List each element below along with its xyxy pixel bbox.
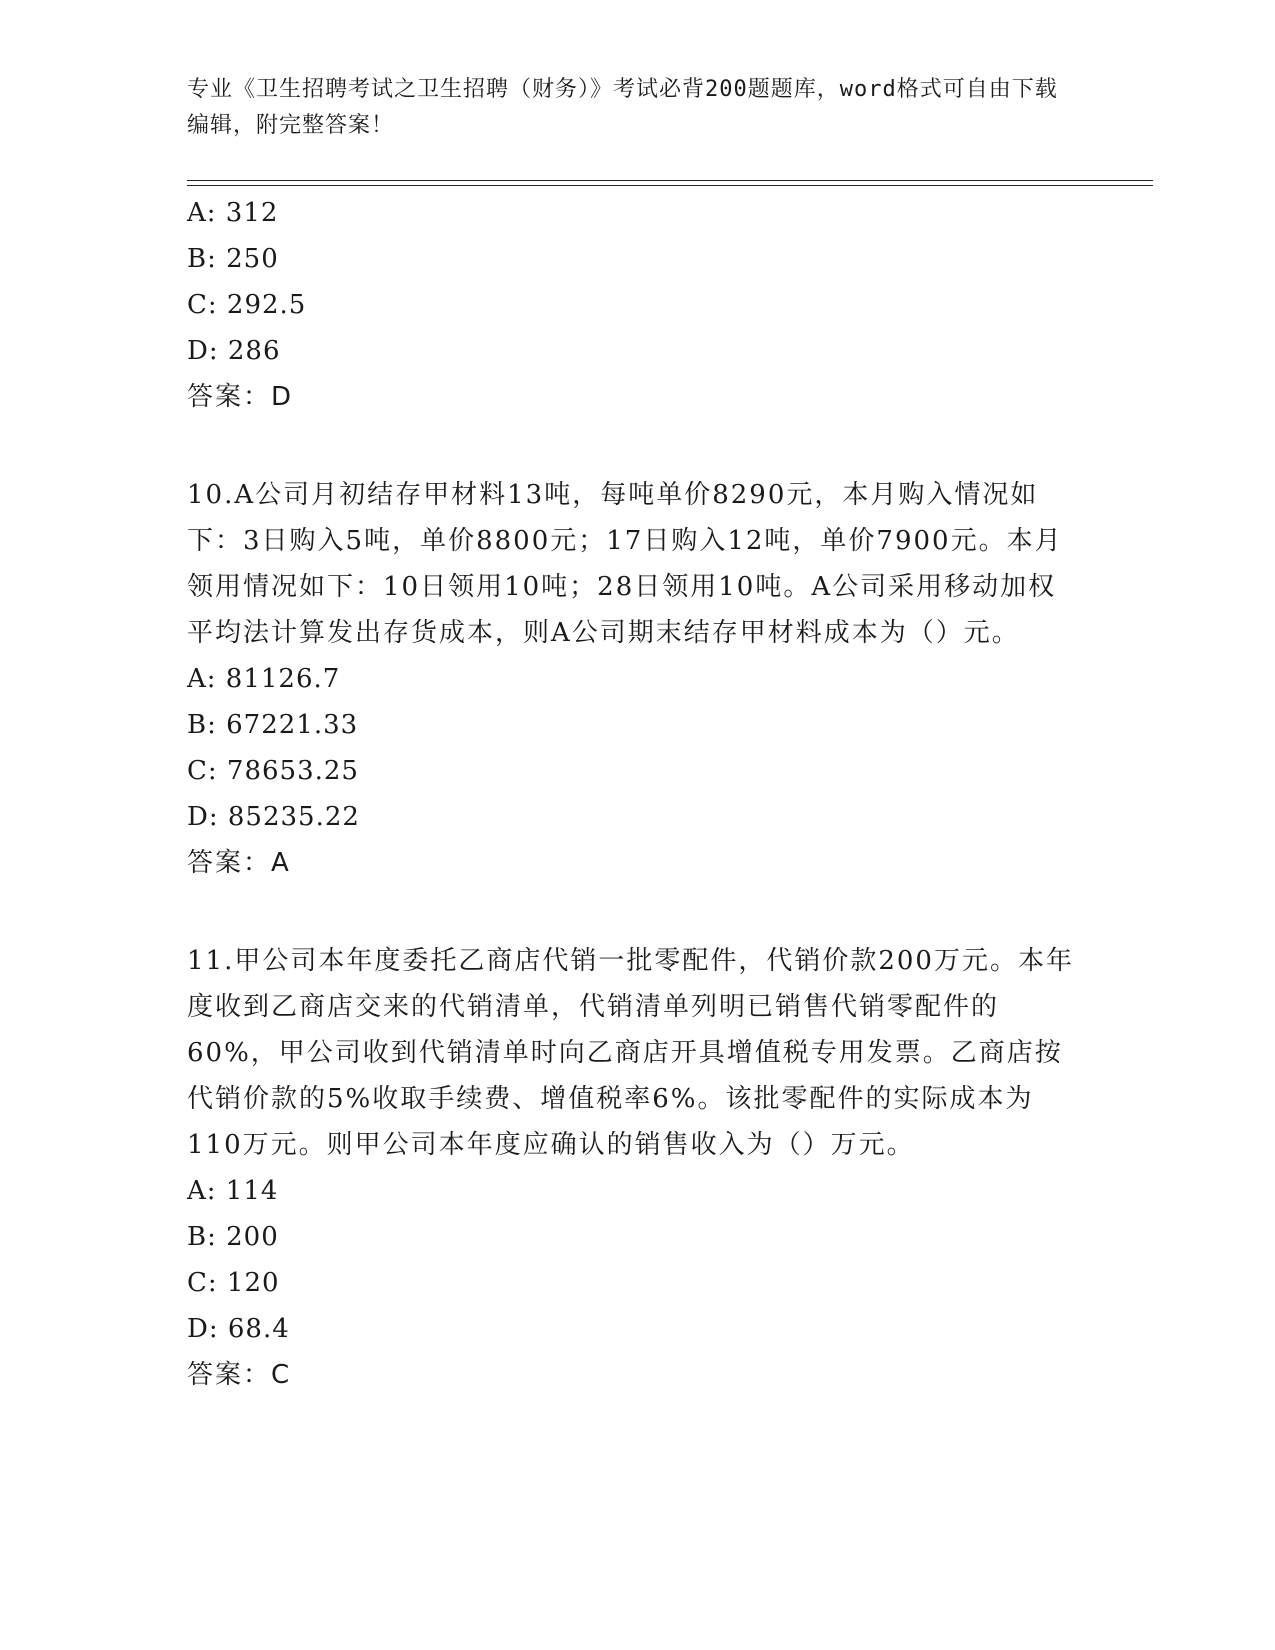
- option-d: D: 85235.22: [187, 802, 360, 832]
- header-divider-top: [187, 180, 1153, 181]
- option-a: A: 114: [187, 1176, 279, 1206]
- option-a: A: 312: [187, 198, 279, 228]
- option-c: C: 292.5: [187, 290, 307, 320]
- option-b: B: 200: [187, 1222, 279, 1252]
- question-11: [187, 938, 1087, 1398]
- option-c: C: 78653.25: [187, 756, 359, 786]
- document-body: [187, 190, 1087, 1398]
- option-d: D: 68.4: [187, 1314, 290, 1344]
- header-divider-bottom: [187, 185, 1153, 186]
- question-text: 11.甲公司本年度委托乙商店代销一批零配件，代销价款200万元。本年度收到乙商店交来的代销清单，代销清单列明已销售代销零配件的60%，甲公司收到代销清单时向乙商店开具增值税专用发票。乙商店按代销价款的5%收取手续费、增值税率6%。该批零配件的实际成本为110万元。则甲公司本年度应确认的销售收入为（）万元。: [187, 946, 1074, 1160]
- option-b: B: 250: [187, 244, 279, 274]
- option-b: B: 67221.33: [187, 710, 359, 740]
- option-d: D: 286: [187, 336, 281, 366]
- answer-line: 答案：A: [187, 848, 291, 878]
- question-10: [187, 472, 1087, 886]
- option-c: C: 120: [187, 1268, 280, 1298]
- question-9-tail: [187, 190, 1087, 420]
- answer-line: 答案：C: [187, 1360, 292, 1390]
- option-a: A: 81126.7: [187, 664, 341, 694]
- document-header: 专业《卫生招聘考试之卫生招聘（财务）》考试必背200题题库，word格式可自由下载编辑，附完整答案！: [187, 77, 1058, 138]
- answer-line: 答案：D: [187, 382, 294, 412]
- question-text: 10.A公司月初结存甲材料13吨，每吨单价8290元，本月购入情况如下：3日购入5吨，单价8800元；17日购入12吨，单价7900元。本月领用情况如下：10日领用10吨；28日领用10吨。A公司采用移动加权平均法计算发出存货成本，则A公司期末结存甲材料成本为（）元。: [187, 480, 1063, 648]
